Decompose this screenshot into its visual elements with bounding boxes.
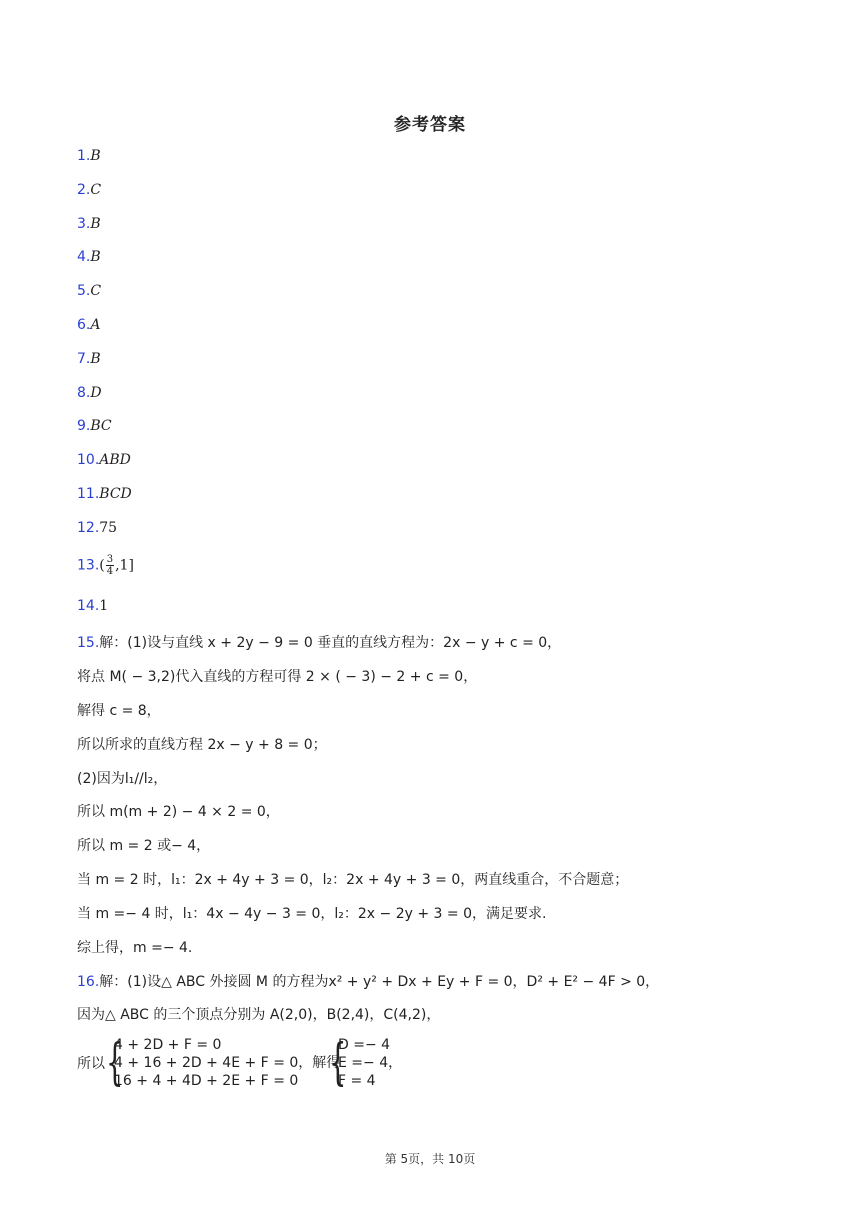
answer-item: 9.BC (77, 418, 112, 434)
answer-item: 10.ABD (77, 452, 131, 468)
answer-item: 2.C (77, 182, 102, 198)
answer-item: 1.B (77, 148, 101, 164)
q15-line: (2)因为l₁//l₂， (77, 771, 168, 787)
page-footer: 第 5页，共 10页 (384, 1152, 476, 1166)
q15-line: 将点 M( − 3,2)代入直线的方程可得 2 × ( − 3) − 2 + c = 0， (77, 669, 478, 685)
page-title: 参考答案 (394, 115, 466, 135)
answer-item: 8.D (77, 385, 102, 401)
system-prefix: 所以 (77, 1056, 105, 1072)
solution-system: D =− 4 E =− 4， F = 4 (338, 1037, 403, 1089)
q15-line: 综上得，m =− 4. (77, 940, 193, 956)
q15-line: 15.解：(1)设与直线 x + 2y − 9 = 0 垂直的直线方程为：2x − y + c = 0， (77, 635, 562, 651)
q15-line: 解得 c = 8， (77, 703, 161, 719)
left-brace: { (106, 1033, 124, 1091)
q15-line: 当 m = 2 时，l₁：2x + 4y + 3 = 0，l₂：2x + 4y + 3 = 0，两直线重合，不合题意； (77, 872, 629, 888)
answer-item: 13.( $\frac{3}{4}$ ,1] (77, 554, 134, 577)
answer-item: 6.A (77, 317, 101, 333)
left-brace: { (329, 1033, 347, 1091)
fraction: $\frac{3}{4}$ (106, 554, 114, 577)
answer-item: 12.75 (77, 520, 118, 536)
q16-line: 16.解：(1)设△ ABC 外接圆 M 的方程为x² + y² + Dx + Ey + F = 0，D² + E² − 4F > 0， (77, 974, 660, 990)
answer-item: 14.1 (77, 598, 109, 614)
q15-line: 所以所求的直线方程 2x − y + 8 = 0； (77, 737, 327, 753)
q15-line: 所以 m = 2 或− 4， (77, 838, 211, 854)
answer-item: 5.C (77, 283, 102, 299)
answer-item: 3.B (77, 216, 101, 232)
q15-line: 所以 m(m + 2) − 4 × 2 = 0， (77, 804, 280, 820)
answer-item: 4.B (77, 249, 101, 265)
answer-item: 7.B (77, 351, 101, 367)
equation-system: 4 + 2D + F = 0 4 + 16 + 2D + 4E + F = 0，解得 16 + 4 + 4D + 2E + F = 0 (114, 1037, 341, 1089)
answer-item: 11.BCD (77, 486, 132, 502)
q15-line: 当 m =− 4 时，l₁：4x − 4y − 3 = 0，l₂：2x − 2y + 3 = 0，满足要求. (77, 906, 547, 922)
q16-line: 因为△ ABC 的三个顶点分别为 A(2,0)，B(2,4)，C(4,2)， (77, 1007, 441, 1023)
